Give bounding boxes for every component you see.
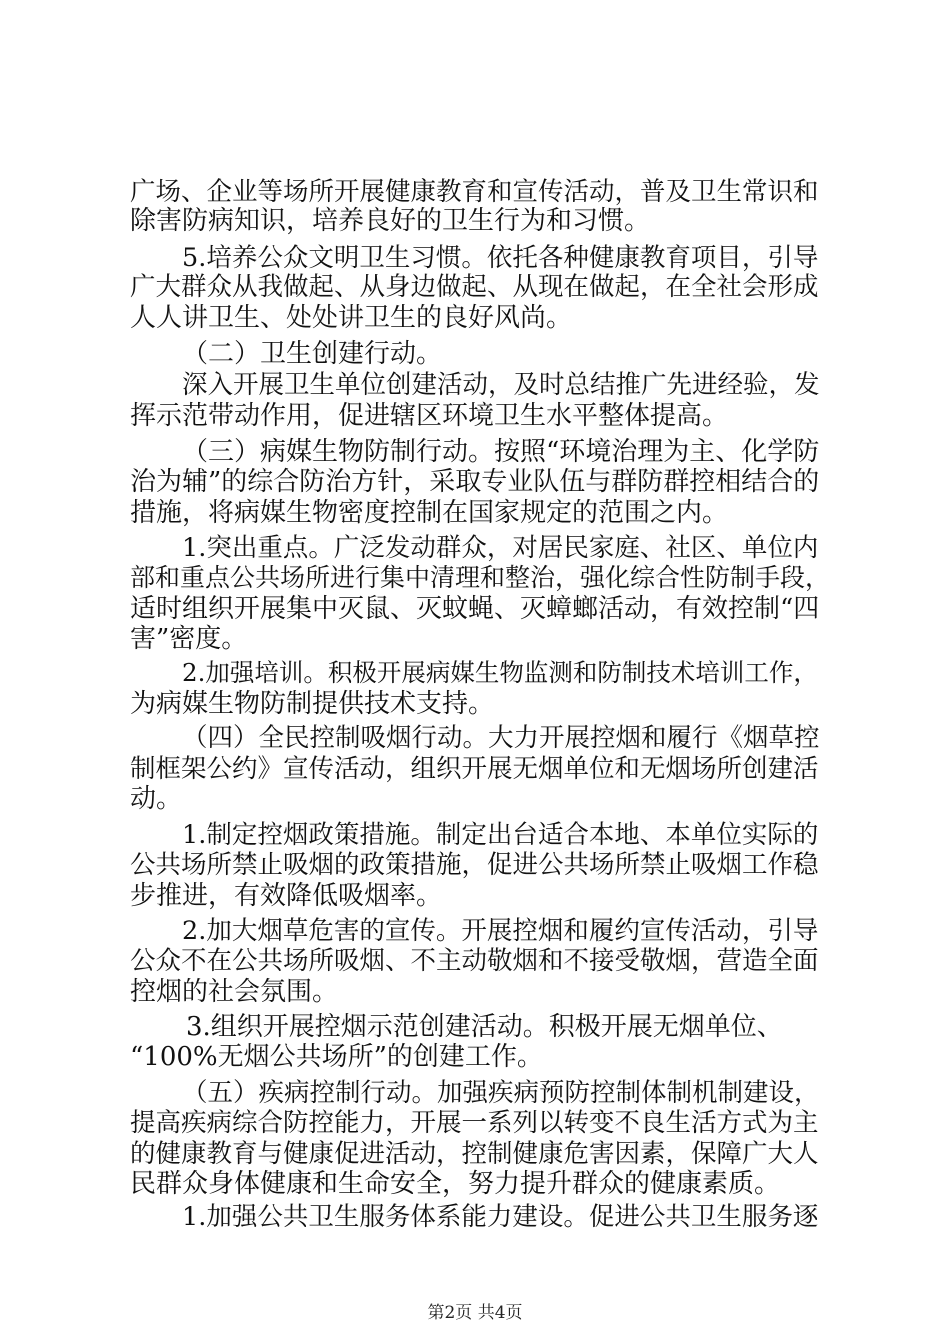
text-line: 广场、企业等场所开展健康教育和宣传活动，普及卫生常识和 bbox=[130, 177, 819, 207]
page-number: 第2页 共4页 bbox=[427, 1303, 523, 1323]
text-line: 适时组织开展集中灭鼠、灭蚊蝇、灭蟑螂活动，有效控制“四 bbox=[130, 594, 820, 624]
text-line: 1.突出重点。广泛发动群众，对居民家庭、社区、单位内 bbox=[182, 533, 819, 563]
text-line: “100%无烟公共场所”的创建工作。 bbox=[130, 1042, 543, 1072]
text-line: 5.培养公众文明卫生习惯。依托各种健康教育项目，引导 bbox=[182, 243, 819, 273]
text-line: 2.加大烟草危害的宣传。开展控烟和履约宣传活动，引导 bbox=[182, 916, 819, 946]
text-line: 步推进，有效降低吸烟率。 bbox=[130, 881, 443, 911]
text-line: 公众不在公共场所吸烟、不主动敬烟和不接受敬烟，营造全面 bbox=[130, 946, 819, 976]
text-line: 公共场所禁止吸烟的政策措施，促进公共场所禁止吸烟工作稳 bbox=[130, 850, 819, 880]
text-line: 民群众身体健康和生命安全，努力提升群众的健康素质。 bbox=[130, 1169, 781, 1199]
text-line: 动。 bbox=[130, 784, 183, 814]
text-line: 2.加强培训。积极开展病媒生物监测和防制技术培训工作， bbox=[182, 658, 818, 687]
text-line: 控烟的社会氛围。 bbox=[130, 977, 339, 1007]
text-line: 为病媒生物防制提供技术支持。 bbox=[130, 689, 495, 719]
text-line: 措施，将病媒生物密度控制在国家规定的范围之内。 bbox=[130, 498, 729, 528]
section-heading: （四）全民控制吸烟行动。大力开展控烟和履行《烟草控 bbox=[182, 723, 820, 753]
text-line: 1.加强公共卫生服务体系能力建设。促进公共卫生服务逐 bbox=[182, 1202, 819, 1232]
section-heading: （五）疾病控制行动。加强疾病预防控制体制机制建设， bbox=[182, 1078, 820, 1108]
text-line: 害”密度。 bbox=[130, 624, 248, 654]
section-heading: （二）卫生创建行动。 bbox=[182, 339, 443, 369]
text-line: 治为辅”的综合防治方针，采取专业队伍与群防群控相结合的 bbox=[130, 467, 820, 497]
text-line: 人人讲卫生、处处讲卫生的良好风尚。 bbox=[130, 303, 573, 333]
text-line: 广大群众从我做起、从身边做起、从现在做起，在全社会形成 bbox=[130, 272, 819, 302]
text-line: 的健康教育与健康促进活动，控制健康危害因素，保障广大人 bbox=[130, 1139, 819, 1169]
text-line: 1.制定控烟政策措施。制定出台适合本地、本单位实际的 bbox=[182, 820, 819, 850]
text-line: 部和重点公共场所进行集中清理和整治，强化综合性防制手段， bbox=[130, 563, 831, 592]
text-line: 3.组织开展控烟示范创建活动。积极开展无烟单位、 bbox=[186, 1012, 783, 1042]
section-heading: （三）病媒生物防制行动。按照“环境治理为主、化学防 bbox=[182, 437, 820, 467]
text-line: 除害防病知识，培养良好的卫生行为和习惯。 bbox=[130, 206, 651, 236]
text-line: 深入开展卫生单位创建活动，及时总结推广先进经验，发 bbox=[182, 370, 820, 400]
text-line: 制框架公约》宣传活动，组织开展无烟单位和无烟场所创建活 bbox=[130, 754, 819, 784]
text-line: 挥示范带动作用，促进辖区环境卫生水平整体提高。 bbox=[130, 401, 729, 431]
text-line: 提高疾病综合防控能力，开展一系列以转变不良生活方式为主 bbox=[130, 1108, 819, 1138]
